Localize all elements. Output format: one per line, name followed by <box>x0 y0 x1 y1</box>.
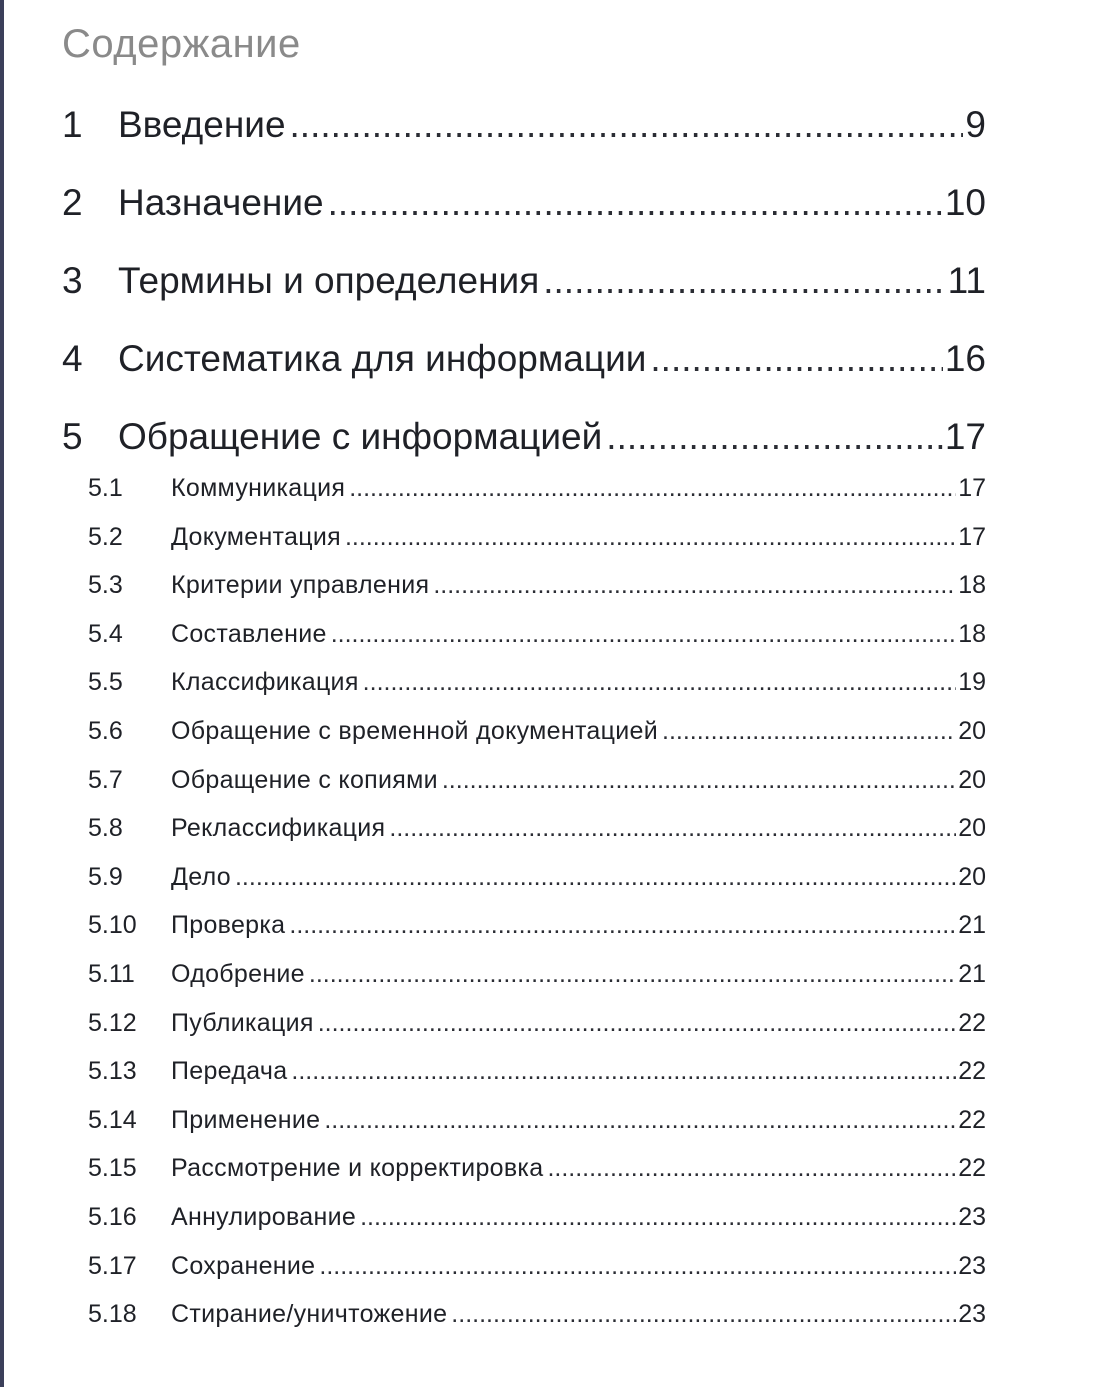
dot-leader <box>433 571 956 600</box>
entry-title: Рассмотрение и корректировка <box>171 1154 544 1183</box>
entry-title: Назначение <box>118 182 324 223</box>
entry-title: Передача <box>171 1057 288 1086</box>
entry-title: Сохранение <box>171 1251 316 1280</box>
entry-number: 5.10 <box>88 911 137 940</box>
toc-title: Содержание <box>62 22 301 66</box>
dot-leader <box>389 814 956 843</box>
entry-page-number: 22 <box>958 1105 986 1134</box>
entry-title: Публикация <box>171 1008 314 1037</box>
dot-leader <box>547 1154 956 1183</box>
dot-leader <box>345 523 956 552</box>
entry-page-number: 23 <box>958 1300 986 1329</box>
toc-section-entry[interactable] <box>88 1154 986 1188</box>
entry-number: 5.11 <box>88 960 135 988</box>
entry-page-number: 23 <box>958 1251 986 1280</box>
toc-section-entry[interactable] <box>88 911 986 945</box>
entry-title: Аннулирование <box>171 1203 357 1231</box>
entry-title: Применение <box>171 1105 321 1134</box>
toc-chapter-entry[interactable] <box>62 338 986 384</box>
dot-leader <box>650 338 942 380</box>
entry-number: 5.2 <box>88 522 123 551</box>
entry-page-number: 17 <box>958 474 986 502</box>
entry-title: Критерии управления <box>171 571 430 600</box>
entry-title: Одобрение <box>171 960 305 988</box>
entry-page-number: 20 <box>958 717 986 745</box>
entry-page-number: 18 <box>958 571 986 600</box>
entry-number: 5.17 <box>88 1251 137 1280</box>
entry-page-number: 20 <box>958 765 986 794</box>
toc-section-entry[interactable] <box>88 1300 986 1334</box>
dot-leader <box>451 1300 956 1329</box>
toc-section-entry[interactable] <box>88 571 986 605</box>
entry-title: Проверка <box>171 911 286 940</box>
entry-page-number: 16 <box>944 338 986 379</box>
toc-section-entry[interactable] <box>88 474 986 508</box>
entry-title: Коммуникация <box>171 474 346 502</box>
toc-section-entry[interactable] <box>88 1009 986 1043</box>
entry-number: 2 <box>62 182 83 223</box>
toc-section-entry[interactable] <box>88 1106 986 1140</box>
entry-title: Систематика для информации <box>118 338 647 379</box>
dot-leader <box>291 1057 956 1086</box>
entry-title: Реклассификация <box>171 814 386 843</box>
toc-section-entry[interactable] <box>88 863 986 897</box>
dot-leader <box>606 416 943 458</box>
entry-page-number: 22 <box>958 1154 986 1183</box>
dot-leader <box>318 1009 956 1038</box>
entry-page-number: 17 <box>958 522 986 551</box>
entry-title: Введение <box>118 104 286 145</box>
entry-title: Документация <box>171 522 341 551</box>
dot-leader <box>349 474 956 503</box>
toc-section-entry[interactable] <box>88 717 986 751</box>
toc-chapter-entry[interactable] <box>62 260 986 306</box>
dot-leader <box>235 863 956 892</box>
dot-leader <box>309 960 956 989</box>
toc-section-entry[interactable] <box>88 1057 986 1091</box>
entry-title: Обращение с информацией <box>118 416 603 457</box>
entry-title: Составление <box>171 619 327 648</box>
entry-number: 5 <box>62 416 83 457</box>
entry-number: 5.8 <box>88 814 123 843</box>
dot-leader <box>543 260 945 302</box>
entry-page-number: 18 <box>958 619 986 648</box>
toc-section-entry[interactable] <box>88 766 986 800</box>
entry-number: 5.7 <box>88 765 123 794</box>
toc-section-entry[interactable] <box>88 1203 986 1237</box>
toc-section-entry[interactable] <box>88 523 986 557</box>
entry-title: Обращение с временной документацией <box>171 717 658 745</box>
entry-number: 5.15 <box>88 1154 137 1183</box>
entry-page-number: 21 <box>958 960 986 988</box>
dot-leader <box>360 1203 956 1232</box>
entry-title: Стирание/уничтожение <box>171 1300 448 1329</box>
entry-page-number: 17 <box>944 416 986 457</box>
toc-section-entry[interactable] <box>88 1252 986 1286</box>
entry-number: 5.4 <box>88 619 123 648</box>
entry-number: 5.16 <box>88 1203 137 1231</box>
entry-number: 5.18 <box>88 1300 137 1329</box>
entry-page-number: 20 <box>958 862 986 891</box>
entry-page-number: 23 <box>958 1203 986 1231</box>
toc-chapter-entry[interactable] <box>62 182 986 228</box>
dot-leader <box>331 620 956 649</box>
entry-number: 5.1 <box>88 474 123 502</box>
entry-number: 4 <box>62 338 83 379</box>
toc-section-entry[interactable] <box>88 960 986 994</box>
dot-leader <box>442 766 956 795</box>
entry-number: 1 <box>62 104 83 145</box>
entry-page-number: 22 <box>958 1057 986 1086</box>
entry-page-number: 9 <box>965 104 986 145</box>
entry-page-number: 19 <box>958 668 986 697</box>
entry-number: 5.9 <box>88 862 123 891</box>
dot-leader <box>319 1252 956 1281</box>
dot-leader <box>290 104 964 146</box>
entry-title: Дело <box>171 862 231 891</box>
entry-number: 5.6 <box>88 717 123 745</box>
entry-number: 5.13 <box>88 1057 137 1086</box>
entry-number: 5.3 <box>88 571 123 600</box>
entry-number: 3 <box>62 260 83 301</box>
entry-page-number: 21 <box>958 911 986 940</box>
entry-title: Классификация <box>171 668 359 697</box>
toc-section-entry[interactable] <box>88 814 986 848</box>
dot-leader <box>324 1106 956 1135</box>
entry-title: Термины и определения <box>118 260 540 301</box>
entry-page-number: 11 <box>947 260 986 301</box>
dot-leader <box>363 668 957 697</box>
toc-section-entry[interactable] <box>88 668 986 702</box>
entry-title: Обращение с копиями <box>171 765 438 794</box>
dot-leader <box>662 717 956 746</box>
entry-number: 5.5 <box>88 668 123 697</box>
entry-page-number: 20 <box>958 814 986 843</box>
toc-chapter-entry[interactable] <box>62 416 986 462</box>
toc-section-entry[interactable] <box>88 620 986 654</box>
toc-chapter-entry[interactable] <box>62 104 986 150</box>
entry-page-number: 10 <box>944 182 986 223</box>
entry-number: 5.14 <box>88 1105 137 1134</box>
dot-leader <box>289 911 956 940</box>
entry-number: 5.12 <box>88 1008 137 1037</box>
entry-page-number: 22 <box>958 1008 986 1037</box>
dot-leader <box>328 182 943 224</box>
